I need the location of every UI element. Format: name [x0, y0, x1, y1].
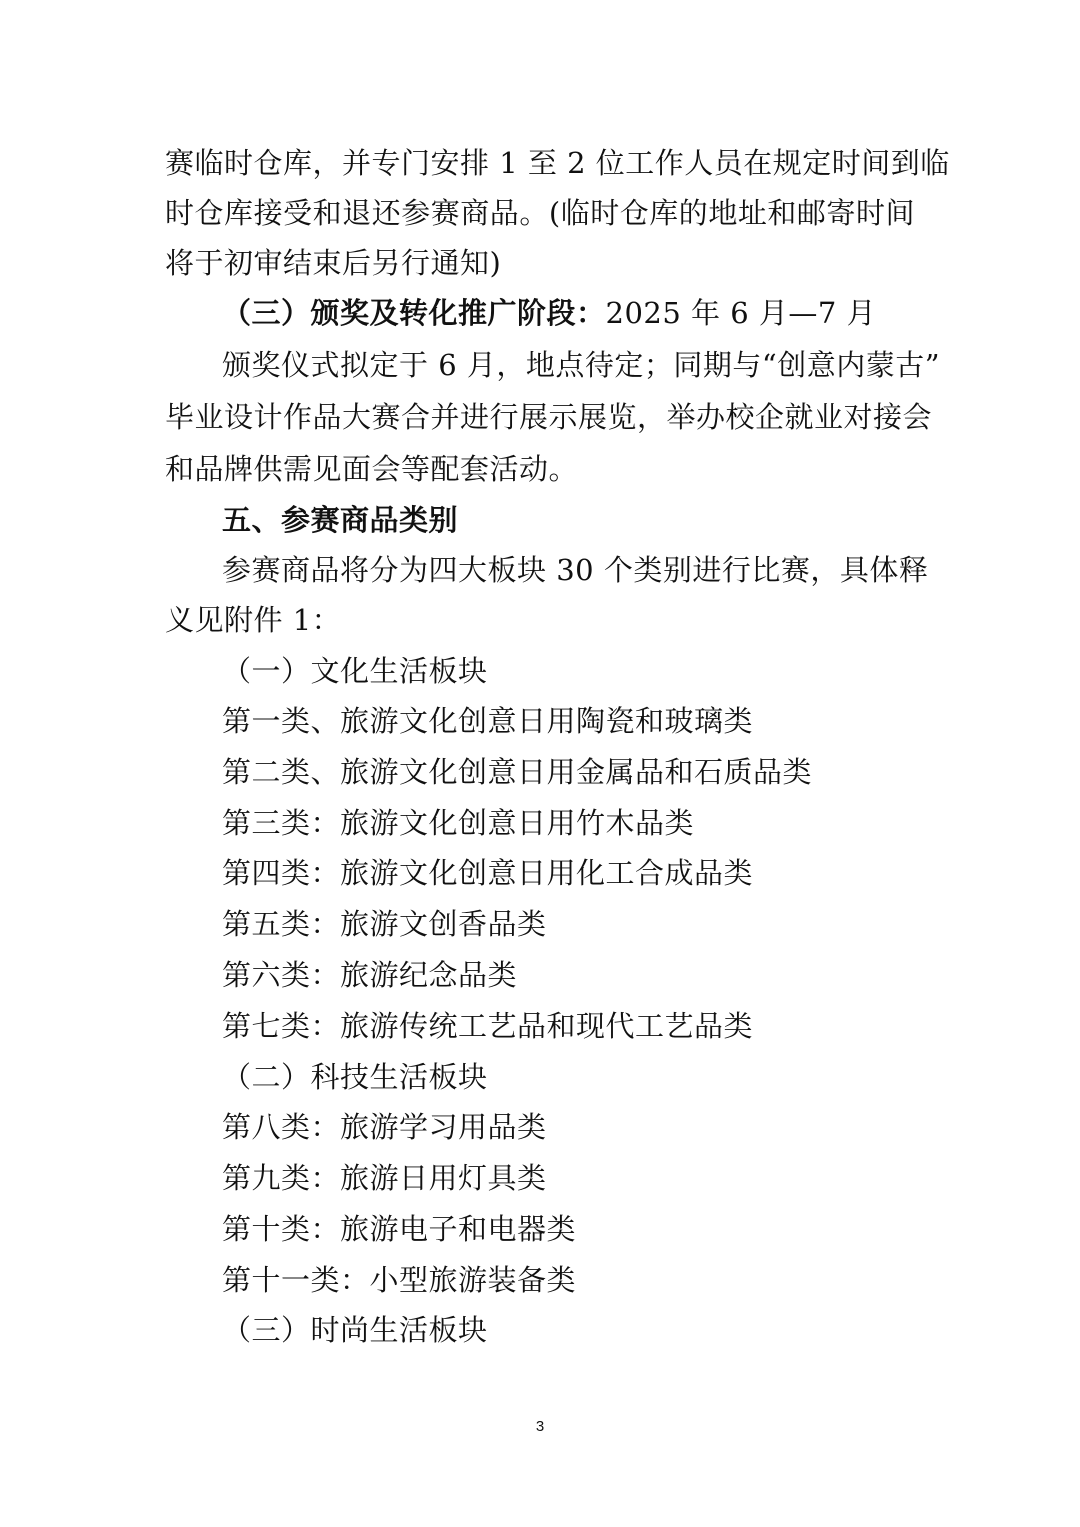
category-item: 第十一类：小型旅游装备类	[222, 1263, 577, 1297]
category-section-heading: （二）科技生活板块	[222, 1060, 488, 1094]
award-paragraph-line-2: 毕业设计作品大赛合并进行展示展览，举办校企就业对接会	[165, 400, 933, 434]
category-item: 第七类：旅游传统工艺品和现代工艺品类	[222, 1009, 754, 1043]
section-five-heading: 五、参赛商品类别	[222, 503, 459, 537]
category-section-heading: （三）时尚生活板块	[222, 1313, 488, 1347]
award-paragraph-line-3: 和品牌供需见面会等配套活动。	[165, 452, 579, 486]
category-item: 第四类：旅游文化创意日用化工合成品类	[222, 856, 754, 890]
category-item: 第六类：旅游纪念品类	[222, 958, 518, 992]
section-five-intro-line-2: 义见附件 1：	[165, 603, 342, 637]
category-item: 第十类：旅游电子和电器类	[222, 1212, 577, 1246]
category-item: 第三类：旅游文化创意日用竹木品类	[222, 806, 695, 840]
warehouse-paragraph-line-1: 赛临时仓库，并专门安排 1 至 2 位工作人员在规定时间到临	[165, 146, 950, 180]
category-item: 第一类、旅游文化创意日用陶瓷和玻璃类	[222, 704, 754, 738]
category-item: 第五类：旅游文创香品类	[222, 907, 547, 941]
page-number: 3	[535, 1418, 545, 1435]
warehouse-paragraph-line-2: 时仓库接受和退还参赛商品。(临时仓库的地址和邮寄时间	[165, 196, 915, 230]
category-section-heading: （一）文化生活板块	[222, 654, 488, 688]
stage-three-heading: （三）颁奖及转化推广阶段：	[222, 296, 606, 330]
award-paragraph-line-1: 颁奖仪式拟定于 6 月，地点待定；同期与“创意内蒙古”	[222, 348, 941, 382]
stage-three-line	[222, 296, 876, 330]
category-item: 第八类：旅游学习用品类	[222, 1110, 547, 1144]
stage-three-dates: 2025 年 6 月—7 月	[605, 296, 877, 330]
category-item: 第二类、旅游文化创意日用金属品和石质品类	[222, 755, 813, 789]
warehouse-paragraph-line-3: 将于初审结束后另行通知)	[165, 246, 502, 280]
category-item: 第九类：旅游日用灯具类	[222, 1161, 547, 1195]
section-five-intro-line-1: 参赛商品将分为四大板块 30 个类别进行比赛，具体释	[222, 553, 929, 587]
